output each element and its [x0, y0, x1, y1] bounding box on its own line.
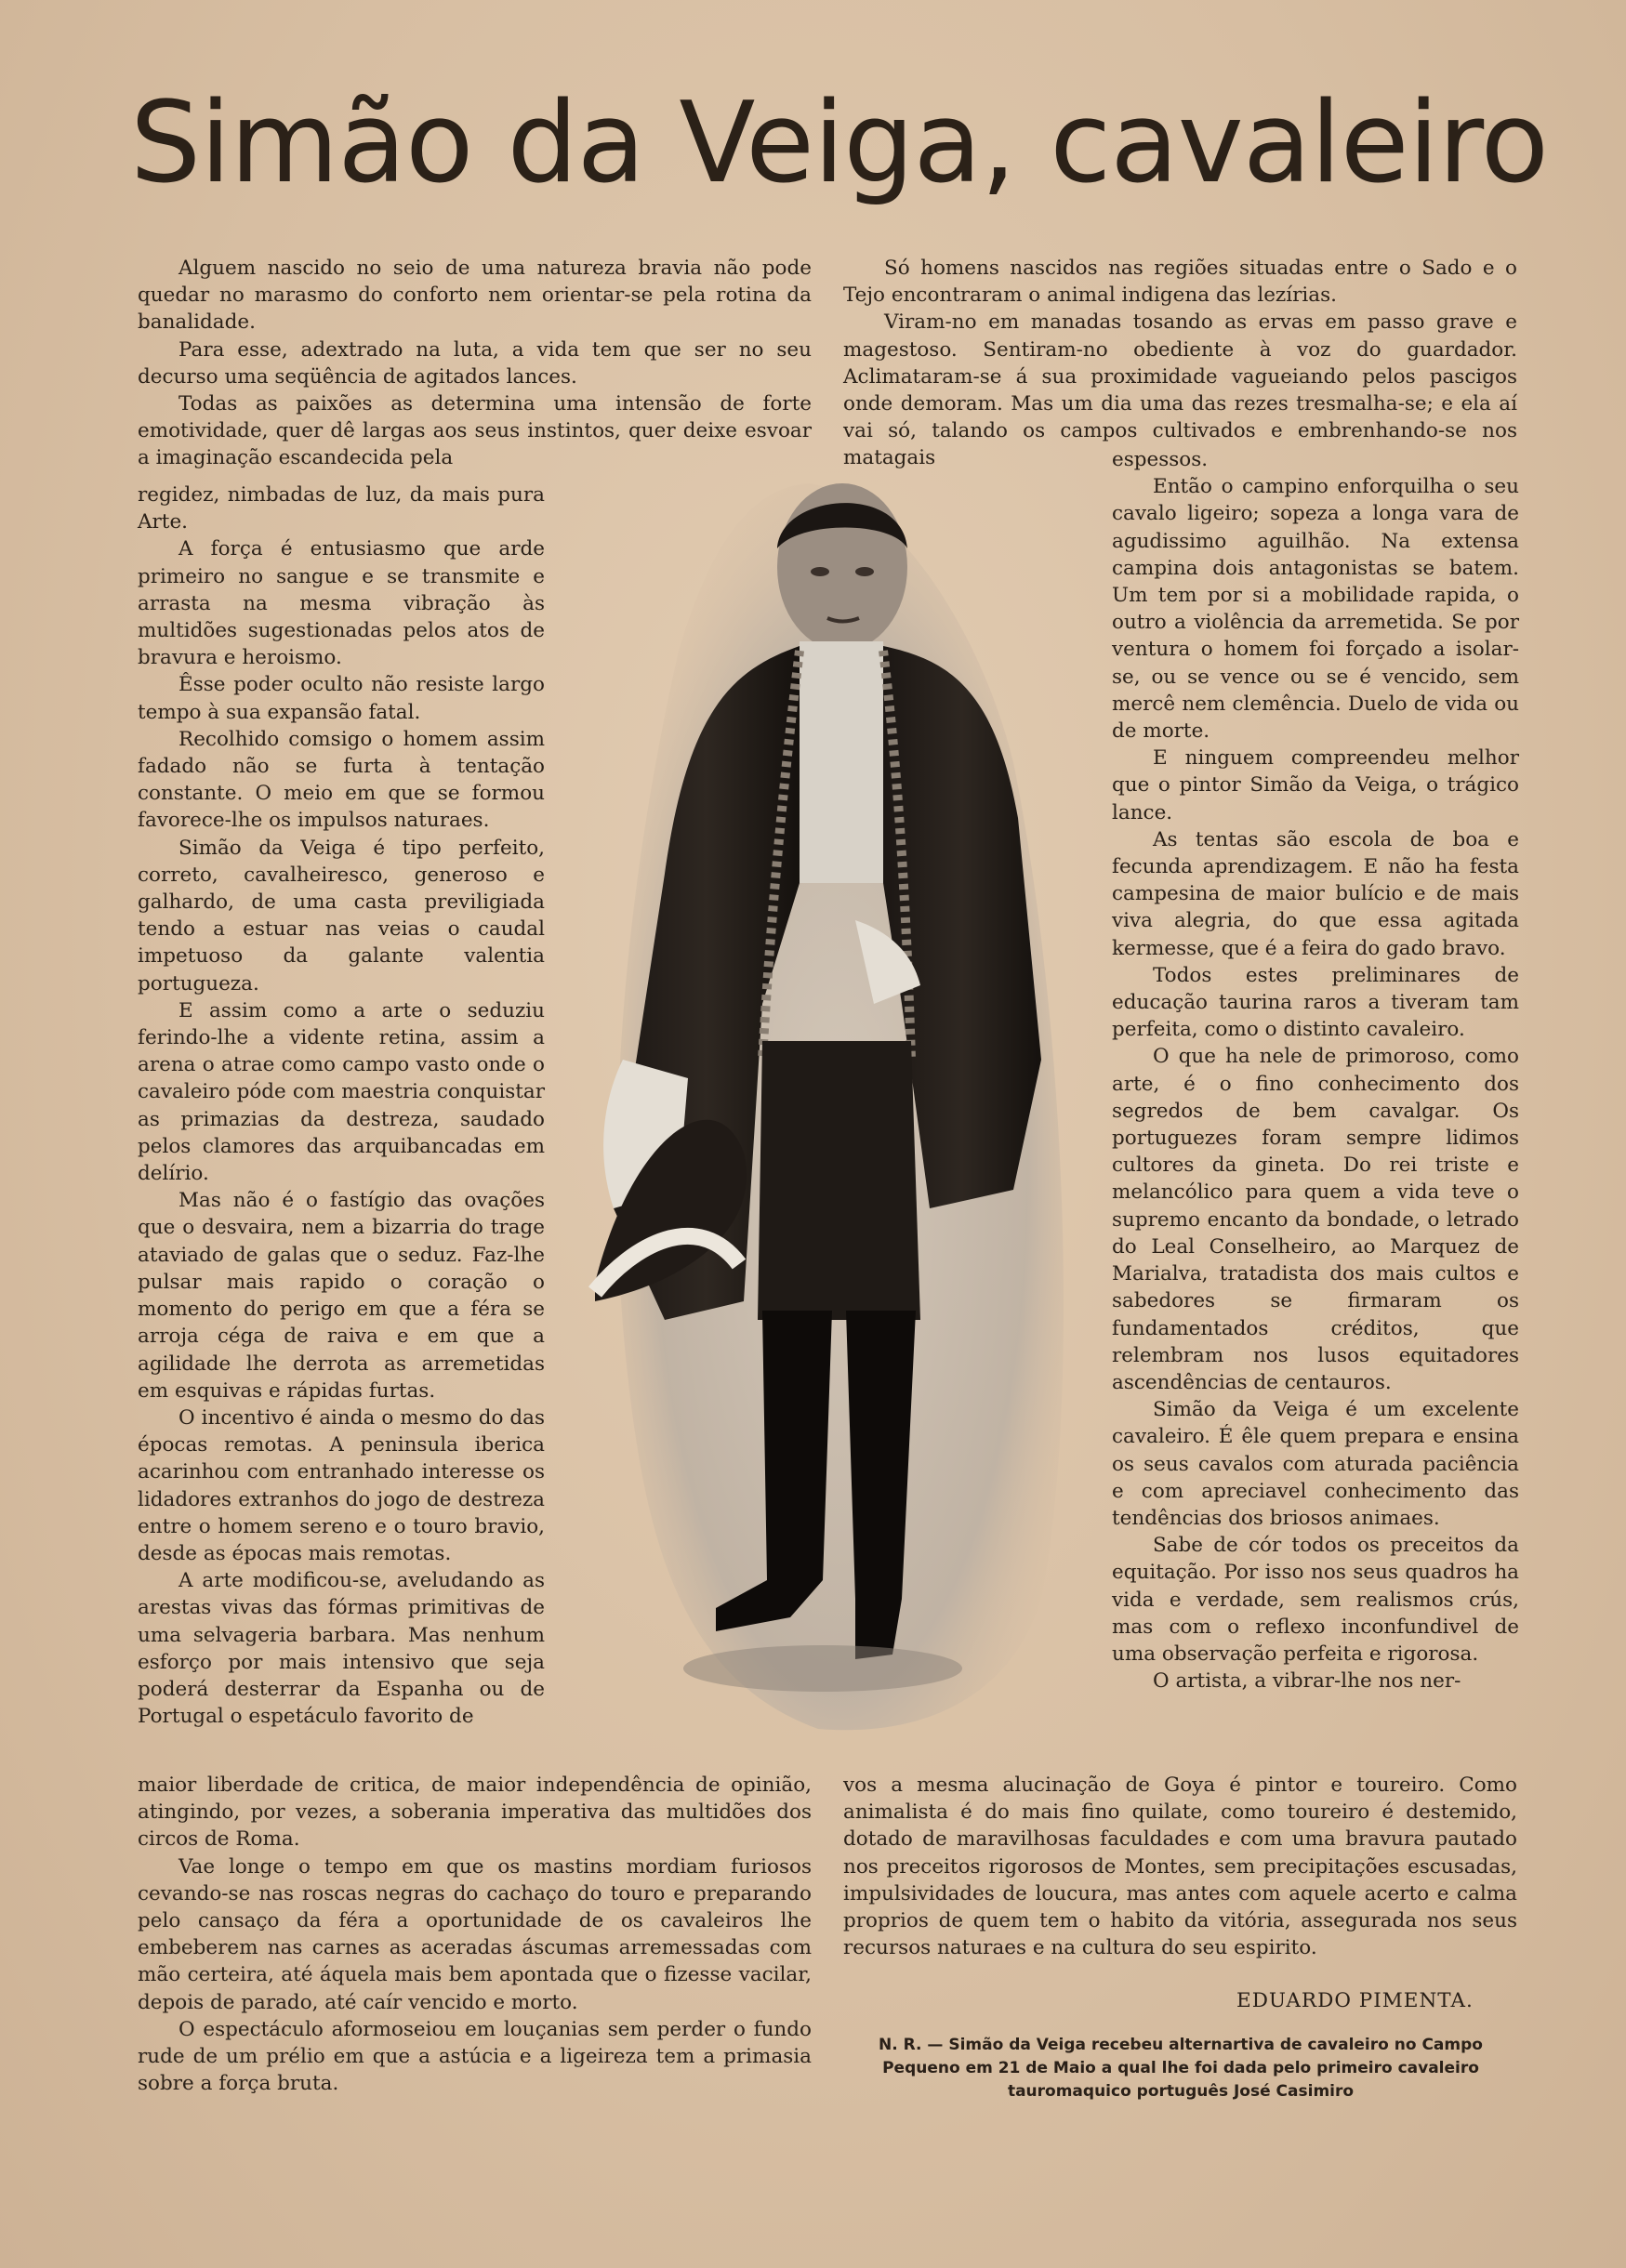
paragraph: Então o campino enforquilha o seu cavalo ligeiro; sopeza a longa vara de agudissimo aguilhão. Na extensa campina dois antagonistas se batem. Um tem por si a mobilidade rapida, o outro a violência da arremetida. Se por ventura o homem foi forçado a isolar-se, ou se vence ou se é vencido, sem mercê nem clemência. Duelo de vida ou de morte. [1112, 475, 1519, 744]
paragraph: As tentas são escola de boa e fecunda aprendizagem. E não ha festa campesina de maior bulício e de mais viva alegria, do que essa agitada kermesse, que é a feira do gado bravo. [1112, 827, 1519, 960]
left-column-top [138, 255, 812, 472]
paragraph: Só homens nascidos nas regiões situadas entre o Sado e o Tejo encontraram o animal indigena das lezírias. [843, 257, 1517, 308]
article-title: Simão da Veiga, cavaleiro [130, 79, 1548, 208]
paragraph: O artista, a vibrar-lhe nos ner- [1153, 1669, 1461, 1694]
paragraph: O espectáculo aformoseiou em louçanias sem perder o fundo rude de um prélio em que a astúcia e a ligeireza tem a primasia sobre a força bruta. [138, 2017, 812, 2096]
paragraph: Simão da Veiga é um excelente cavaleiro. É êle quem prepara e ensina os seus cavalos com aturada paciência e com apreciavel conhecimento das tendências dos briosos animaes. [1112, 1398, 1519, 1530]
right-column-narrow [1112, 446, 1519, 1694]
right-column-top [843, 255, 1517, 472]
editor-note: N. R. — Simão da Veiga recebeu alternartiva de cavaleiro no Campo Pequeno em 21 de Maio a qual lhe foi dada pelo primeiro cavaleiro tauromaquico português José Casimiro [879, 2036, 1483, 2101]
author-signature: EDUARDO PIMENTA. [1236, 1989, 1474, 2012]
paragraph: Todas as paixões as determina uma intensão de forte emotividade, quer dê largas aos seus instintos, quer deixe esvoar a imaginação escandecida pela [138, 392, 812, 470]
paragraph: Alguem nascido no seio de uma natureza bravia não pode quedar no marasmo do conforto nem orientar-se pela rotina da banalidade. [138, 257, 812, 335]
paragraph: Simão da Veiga é tipo perfeito, correto, cavalheiresco, generoso e galhardo, de uma casta previligiada tendo a estuar nas veias o caudal impetuoso da galante valentia portugueza. [138, 836, 545, 996]
paragraph: Viram-no em manadas tosando as ervas em passo grave e magestoso. Sentiram-no obediente à voz do guardador. Aclimataram-se á sua proximidade vagueiando pelos pascigos onde demoram. Mas um dia uma das rezes tresmalha-se; e ela aí vai só, talando os campos cultivados e embrenhando-se nos matagais [843, 310, 1517, 470]
paragraph: A força é entusiasmo que arde primeiro no sangue e se transmite e arrasta na mesma vibração às multidões sugestionadas pelos atos de bravura e heroismo. [138, 537, 545, 670]
paragraph: Todos estes preliminares de educação taurina raros a tiveram tam perfeita, como o distinto cavaleiro. [1112, 963, 1519, 1042]
paragraph: E ninguem compreendeu melhor que o pintor Simão da Veiga, o trágico lance. [1112, 746, 1519, 824]
paragraph: vos a mesma alucinação de Goya é pintor e toureiro. Como animalista é do mais fino quilate, como toureiro é destemido, dotado de maravilhosas faculdades e com uma bravura pautado nos preceitos rigorosos de Montes, sem precipitações escusadas, impulsividades de loucura, mas antes com aquele acerto e calma proprios de quem tem o habito da vitória, assegurada nos seus recursos naturaes e na cultura do seu espirito. [843, 1774, 1517, 1960]
paragraph: Recolhido comsigo o homem assim fadado não se furta à tentação constante. O meio em que se formou favorece-lhe os impulsos naturaes. [138, 727, 545, 833]
paragraph: regidez, nimbadas de luz, da mais pura Arte. [138, 483, 545, 534]
paragraph: A arte modificou-se, aveludando as arestas vivas das fórmas primitivas de uma selvageria barbara. Mas nenhum esforço por mais intensivo que seja poderá desterrar da Espanha ou de Portugal o espetáculo favorito de [138, 1569, 545, 1729]
paragraph: maior liberdade de critica, de maior independência de opinião, atingindo, por vezes, a soberania imperativa das multidões dos circos de Roma. [138, 1774, 812, 1852]
left-column-narrow [138, 481, 545, 1730]
paragraph: O que ha nele de primoroso, como arte, é o fino conhecimento dos segredos de bem cavalgar. Os portuguezes foram sempre lidimos cultores da gineta. Do rei triste e melancólico para quem a vida teve o supremo encanto da bondade, o letrado do Leal Conselheiro, ao Marquez de Marialva, tratadista dos mais cultos e sabedores se firmaram os fundamentados créditos, que relembram nos lusos equitadores ascendências de centauros. [1112, 1045, 1519, 1394]
paragraph: Sabe de cór todos os preceitos da equitação. Por isso nos seus quadros ha vida e verdade, sem realismos crús, mas com o reflexo inconfundivel de uma observação perfeita e rigorosa. [1112, 1534, 1519, 1666]
paragraph: Êsse poder oculto não resiste largo tempo à sua expansão fatal. [138, 673, 545, 724]
paragraph: Para esse, adextrado na luta, a vida tem que ser no seu decurso uma seqüência de agitados lances. [138, 337, 812, 389]
paragraph: E assim como a arte o seduziu ferindo-lhe a vidente retina, assim a arena o atrae como campo vasto onde o cavaleiro póde com maestria conquistar as primazias da destreza, saudado pelos clamores das arquibancadas em delírio. [138, 998, 545, 1186]
paragraph: Vae longe o tempo em que os mastins mordiam furiosos cevando-se nas roscas negras do cachaço do touro e preparando pelo cansaço da féra a oportunidade de os cavaleiros lhe embeberem nas carnes as aceradas áscumas arremessadas com mão certeira, até áquela mais bem apontada que o fizesse vacilar, depois de parado, até caír vencido e morto. [138, 1854, 812, 2014]
portrait-photo [576, 483, 1078, 1738]
paragraph: O incentivo é ainda o mesmo do das épocas remotas. A peninsula iberica acarinhou com entranhado interesse os lidadores extranhos do jogo de destreza entre o homem sereno e o touro bravio, desde as épocas mais remotas. [138, 1405, 545, 1565]
paragraph: Mas não é o fastígio das ovações que o desvaira, nem a bizarria do trage ataviado de galas que o seduz. Faz-lhe pulsar mais rapido o coração o momento do perigo em que a féra se arroja céga de raiva e em que a agilidade lhe derrota as arremetidas em esquivas e rápidas furtas. [138, 1189, 545, 1403]
paragraph: espessos. [1112, 448, 1209, 471]
left-column-bottom [138, 1772, 812, 2097]
right-column-bottom [843, 1772, 1517, 1961]
